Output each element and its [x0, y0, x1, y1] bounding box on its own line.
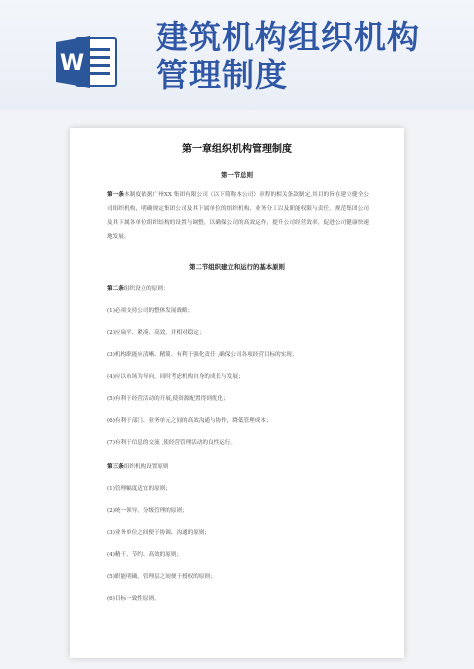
chapter-title: 第一章组织机构管理制度	[182, 144, 292, 155]
banner-title	[156, 18, 456, 94]
list-item: (6)目标一致性原则。	[107, 596, 160, 602]
list-item: (7)有利于信息的交流 ,使经营管理活动的良性运行。	[107, 440, 236, 446]
list-item: (1)必须支持公司的整体发展战略；	[107, 308, 194, 314]
article3-line	[107, 462, 369, 470]
section1-paragraph	[107, 188, 369, 244]
section1-title: 第一节总则	[221, 171, 253, 179]
svg-text:W: W	[59, 51, 85, 76]
article3-lead: 第三条	[107, 464, 124, 470]
list-item: (4)精干、节约、高效的原则；	[107, 552, 183, 558]
list-item: (3)机构职能应清晰、精简、有利于强化责任 ,确保公司各项经营目标的实现；	[107, 352, 298, 358]
list-item: (2)应扁平、紧凑、高效，并相对稳定；	[107, 330, 205, 336]
list-item: (2)统一领导，分级管理的原则；	[107, 508, 188, 514]
article1-lead: 第一条	[107, 192, 125, 198]
list-item: (1)管理幅度适宜的原则；	[107, 486, 171, 492]
list-item: (3)业务单位之间便于协调、沟通的原则；	[107, 530, 211, 536]
article2-lead: 第二条	[107, 286, 124, 292]
article2-text: 组织设立的原则：	[123, 286, 169, 292]
list-item: (5)有利于经营活动的开展,使资源配置得到优化；	[107, 396, 229, 402]
article3-text: 组织机构设置原则	[123, 464, 169, 470]
list-item: (4)应以市场为导向，同时考虑机构自身的成长与发展；	[107, 374, 244, 380]
banner-title-line2: 管理制度	[156, 56, 289, 94]
list-item: (5)职能明确，管理层之间便于授权的原则；	[107, 574, 216, 580]
section2-title: 第二节组织建立和运行的基本原则	[189, 263, 285, 271]
document-page	[70, 128, 404, 658]
article1-text: 本制度依据广州XX 集团有限公司（以下简称本公司）章程的相关条款制定,其目的旨在建立健全公司组织机构，明确规定集团公司及其下属单位的组织机构、业务分工以及职能权限与责任，规范集团公司及其下属各单位组织结构的设置与调整，以确保公司的高效运作，提升公司经营效率，促进公司健康快速地发展。	[107, 192, 369, 240]
list-item: (6)有利于部门、业务单元之间的高效沟通与协作，降低管理成本；	[107, 418, 272, 424]
banner	[0, 0, 474, 110]
banner-title-line1: 建筑机构组织机构	[156, 18, 421, 56]
word-document-icon	[56, 34, 118, 90]
article2-line	[107, 284, 369, 292]
